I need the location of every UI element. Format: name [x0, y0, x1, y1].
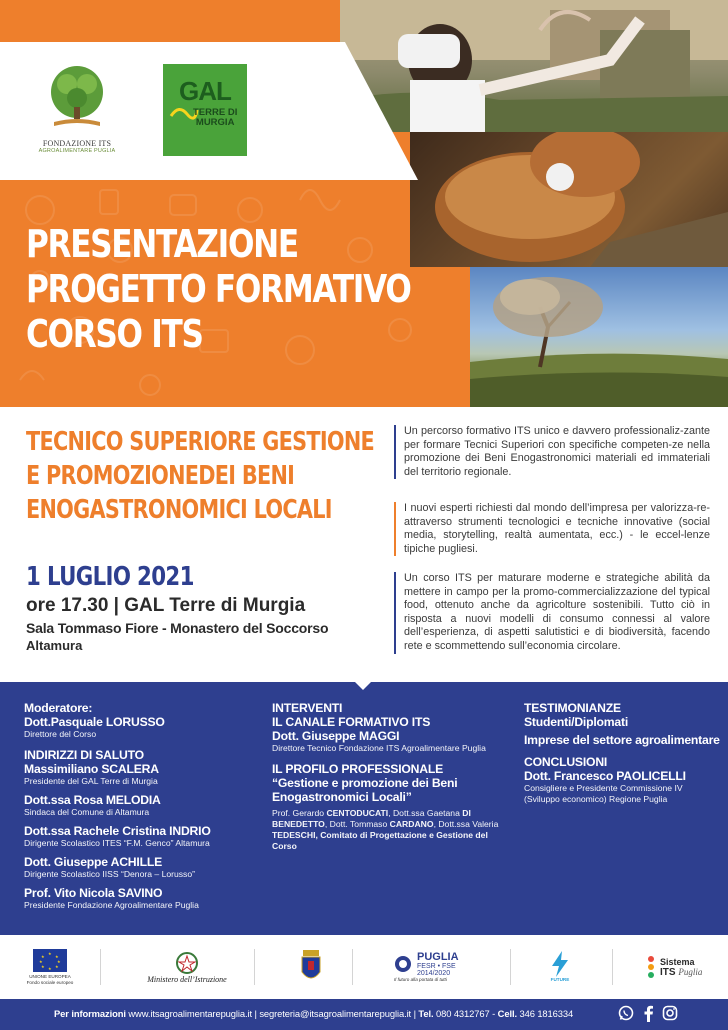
people-text: Prof. Gerardo	[272, 808, 327, 818]
description-2: I nuovi esperti richiesti dal mondo dell’impresa per valorizza-re- attraverso strumenti tecnologici e tecniche innovative (social media, storytelling, realtà aumentata, ecc.) - le eccel-lenze tipiche pugliesi.	[394, 502, 710, 556]
channel-label: IL CANALE FORMATIVO ITS	[272, 715, 431, 729]
puglia-row	[394, 951, 459, 977]
puglia-script: Puglia	[678, 966, 703, 977]
logo-separator	[352, 949, 353, 985]
companies-label: Imprese del settore agroalimentare	[524, 733, 720, 747]
eu-flag-icon: ★ ★ ★ ★ ★ ★ ★ ★	[33, 949, 67, 972]
speaker-name: Dott.ssa Rachele Cristina INDRIO	[24, 824, 211, 838]
program-column-interventions	[272, 701, 506, 860]
ministero-caption: Ministero dell’Istruzione	[147, 974, 227, 984]
logo-separator	[612, 949, 613, 985]
profile-people	[272, 808, 506, 852]
gal-terre-di-murgia-logo	[163, 64, 247, 156]
moderator-role: Direttore del Corso	[24, 729, 97, 739]
info-label: Per informazioni	[54, 1008, 126, 1019]
its-logo-name: FONDAZIONE ITS	[42, 139, 112, 148]
sistema-row	[646, 955, 702, 979]
gal-logo-terre	[193, 108, 237, 128]
footer-bar	[0, 999, 728, 1030]
people-name: DI BENEDETTO	[272, 808, 471, 829]
testimonials-label: TESTIMONIANZE	[524, 701, 621, 715]
comune-logo	[296, 943, 326, 991]
notch-divider	[354, 681, 372, 690]
speaker-role: Dirigente Scolastico ITES “F.M. Genco” Altamura	[24, 838, 210, 848]
emblem-icon	[175, 951, 199, 975]
tel-number[interactable]: 080 4312767 -	[433, 1008, 498, 1019]
puglia-name: PUGLIA	[417, 951, 459, 964]
ministero-logo	[142, 943, 232, 991]
olive-tree-photo	[470, 267, 728, 407]
profile-label: IL PROFILO PROFESSIONALE	[272, 762, 444, 776]
event-time-place: ore 17.30 | GAL Terre di Murgia	[26, 595, 306, 616]
speaker-name: Dott. Giuseppe MAGGI	[272, 729, 400, 743]
event-city: Altamura	[26, 638, 83, 653]
event-date: 1 LUGLIO 2021	[26, 562, 194, 592]
speaker-name: Dott.ssa Rosa MELODIA	[24, 793, 161, 807]
cell-number[interactable]: 346 1816334	[516, 1008, 574, 1019]
puglia-tagline: Il futuro alla portata di tutti	[394, 977, 447, 983]
coat-of-arms-icon	[300, 950, 322, 984]
speaker-role: Presidente Fondazione Agroalimentare Puglia	[24, 900, 199, 910]
tree-icon	[42, 62, 112, 132]
sistema-its-puglia-logo	[646, 943, 712, 991]
description-1: Un percorso formativo ITS unico e davvero professionaliz-zante per formare Tecnici Superiori con specifiche competen-ze nella promozione dei Beni Enogastronomici materiali ed immateriali del territorio regionale.	[394, 425, 710, 479]
event-venue: Sala Tommaso Fiore - Monastero del Soccorso	[26, 620, 329, 636]
hero-title-line-3: CORSO ITS	[26, 312, 203, 356]
whatsapp-icon[interactable]	[618, 1004, 634, 1022]
conclusions-label: CONCLUSIONI	[524, 755, 608, 769]
its-label: ITS	[660, 966, 676, 978]
gal-logo-terre-line: TERRE DI	[193, 107, 238, 118]
course-title-line-2: E PROMOZIONEDEI BENI	[26, 461, 295, 491]
program-section	[0, 682, 728, 935]
course-title	[26, 425, 374, 527]
logo-separator	[510, 949, 511, 985]
people-name: TEDESCHI, Comitato di Progettazione e Gestione del Corso	[272, 830, 488, 851]
sistema-label: Sistema	[660, 956, 695, 967]
colored-dots-icon	[646, 955, 656, 979]
moderator-label: Moderatore:	[24, 701, 93, 715]
speaker-role: Sindaca del Comune di Altamura	[24, 807, 150, 817]
gal-logo-murgia-line: MURGIA	[195, 117, 235, 128]
its-logo-sub: AGROALIMENTARE PUGLIA	[38, 148, 116, 154]
its-foundation-logo	[32, 62, 122, 162]
greetings-label: INDIRIZZI DI SALUTO	[24, 748, 144, 762]
social-icons	[618, 1004, 678, 1022]
tel-label: Tel.	[418, 1008, 434, 1019]
facebook-icon[interactable]	[640, 1004, 656, 1022]
program-column-speakers	[24, 701, 256, 919]
course-title-line-3: ENOGASTRONOMICI LOCALI	[26, 495, 332, 525]
eu-logo	[22, 943, 78, 991]
speaker-name: Dott. Francesco PAOLICELLI	[524, 769, 686, 783]
speaker-role: Dirigente Scolastico IISS “Denora – Lorusso”	[24, 869, 195, 879]
people-text: , Dott.ssa Valeria	[433, 819, 499, 829]
contact-info	[54, 1008, 573, 1019]
future-caption: FUTURE	[550, 977, 570, 983]
puglia-years: 2014/2020	[417, 970, 451, 978]
people-text: , Dott.ssa Gaetana	[388, 808, 463, 818]
speaker-role: Consigliere e Presidente Commissione IV (Sviluppo economico) Regione Puglia	[524, 783, 683, 804]
speaker-role: Presidente del GAL Terre di Murgia	[24, 776, 158, 786]
course-title-line-1: TECNICO SUPERIORE GESTIONE	[26, 427, 374, 457]
logo-separator	[254, 949, 255, 985]
students-label: Studenti/Diplomati	[524, 715, 629, 729]
speaker-name: Dott. Giuseppe ACHILLE	[24, 855, 163, 869]
speaker-role: Direttore Tecnico Fondazione ITS Agroalimentare Puglia	[272, 743, 486, 753]
gal-logo-text: GAL	[179, 76, 231, 106]
puglia-p-icon	[394, 955, 414, 973]
description-3: Un corso ITS per maturare moderne e strategiche abilità da mettere in campo per la promo-commercializzazione del typical food, ottenuto anche da agricolture sostenibili. Tutto ciò in risposta a nuovi modelli di consumo connessi al valore dell’esperienza, di aspetti salutistici e di biodiversità, facendo rete e scommettendo sull’economia circolare.	[394, 572, 710, 654]
future-logo	[540, 943, 580, 991]
puglia-fesr-logo	[394, 943, 490, 991]
people-text: , Dott. Tommaso	[324, 819, 390, 829]
hero-title-line-1: PRESENTAZIONE	[26, 222, 298, 266]
instagram-icon[interactable]	[662, 1004, 678, 1022]
hero-title-line-2: PROGETTO FORMATIVO	[26, 267, 411, 311]
people-name: CARDANO	[389, 819, 434, 829]
moderator-name: Dott.Pasquale LORUSSO	[24, 715, 165, 729]
speaker-name: Prof. Vito Nicola SAVINO	[24, 886, 163, 900]
cell-label: Cell.	[497, 1008, 517, 1019]
speaker-name: Massimiliano SCALERA	[24, 762, 159, 776]
puglia-fund: FESR • FSE	[417, 963, 456, 971]
program-column-testimonials	[524, 701, 720, 813]
its-puglia-label	[660, 967, 702, 978]
info-links[interactable]: www.itsagroalimentarepuglia.it | segreteria@itsagroalimentarepuglia.it |	[125, 1008, 419, 1019]
people-name: CENTODUCATI	[326, 808, 389, 818]
lightning-icon	[550, 951, 570, 977]
logo-separator	[100, 949, 101, 985]
partner-logos	[0, 935, 728, 999]
eu-caption-2: Fondo sociale europeo	[26, 979, 74, 985]
profile-title: “Gestione e promozione dei Beni Enogastronomici Locali”	[272, 776, 458, 804]
eu-caption-1: UNIONE EUROPEA	[29, 974, 71, 980]
hero-title	[26, 222, 411, 357]
hero-banner	[0, 0, 728, 407]
interventions-label: INTERVENTI	[272, 701, 343, 715]
